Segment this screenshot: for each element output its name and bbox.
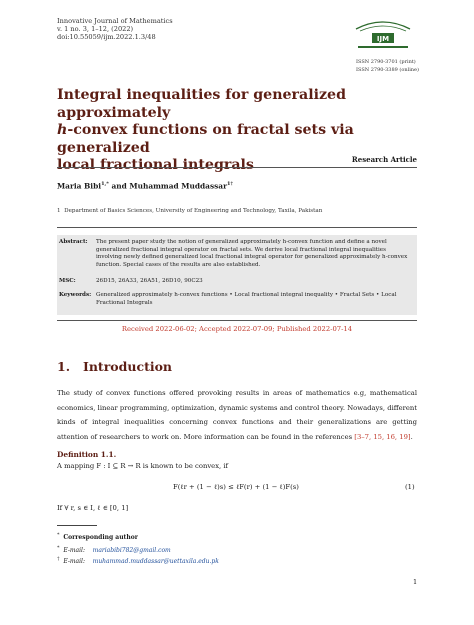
email2-label: E-mail:	[63, 558, 85, 565]
title-line3: local fractional integrals	[57, 157, 254, 173]
article-type: Research Article	[351, 155, 417, 164]
footnote-email-1	[57, 545, 171, 554]
title-line2: -convex functions on fractal sets via generalized	[57, 122, 354, 156]
intro-refs[interactable]: [3–7, 15, 16, 19]	[354, 432, 411, 441]
page-number: 1	[413, 578, 418, 586]
section-title: Introduction	[83, 359, 173, 374]
issn-online: ISSN 2790-3389 (online)	[356, 67, 419, 73]
issn-block	[356, 58, 419, 74]
email2-mark: †	[57, 556, 60, 562]
section-heading	[57, 359, 172, 374]
author-sep: and	[108, 181, 130, 191]
journal-logo	[352, 19, 414, 53]
email2-link[interactable]: muhammad.muddassar@uettaxila.edu.pk	[92, 558, 219, 565]
equation: F(ℓr + (1 − ℓ)s) ≤ ℓF(r) + (1 − ℓ)F(s)	[173, 483, 299, 491]
title-line1: Integral inequalities for generalized approximately	[57, 87, 347, 121]
abstract-label: Abstract:	[59, 239, 88, 245]
author-2-sup: 1†	[226, 181, 234, 187]
affiliation	[57, 208, 322, 214]
title-h-italic: h	[57, 122, 68, 138]
divider-dates	[57, 320, 417, 321]
msc-label: MSC:	[59, 278, 76, 284]
msc-codes: 26D15, 26A33, 26A51, 26D10, 90C23	[96, 278, 203, 284]
divider-top	[57, 167, 417, 168]
affiliation-num: 1	[57, 208, 61, 214]
email1-label: E-mail:	[63, 547, 85, 554]
footnote-email-2	[57, 556, 219, 565]
keywords-label: Keywords:	[59, 292, 92, 298]
author-1: Maria Bibi	[57, 181, 102, 191]
intro-text: The study of convex functions offered provoking results in areas of mathematics e.g, mathematical economics, linear programming, optimization, dynamic systems and control theory. Nowadays, different kinds of integral inequalities concerning convex functions and their generalizations are getting attention of researchers to work on. More information can be found in the references	[57, 389, 417, 441]
journal-name: Innovative Journal of Mathematics	[57, 17, 173, 25]
email1-link[interactable]: mariabibi782@gmail.com	[92, 547, 171, 554]
corr-mark: *	[57, 532, 60, 538]
footnote-corresponding	[57, 532, 138, 541]
authors	[57, 181, 233, 190]
svg-text:IJM: IJM	[376, 35, 390, 43]
dates-text: Received 2022-06-02; Accepted 2022-07-09; Published 2022-07-14	[121, 325, 353, 333]
footnote-rule	[57, 525, 97, 526]
equation-number: (1)	[405, 483, 415, 491]
affiliation-text: Department of Basics Sciences, University of Engineering and Technology, Taxila, Pakistan	[64, 208, 323, 214]
intro-end: .	[410, 432, 413, 441]
email1-mark: *	[57, 545, 60, 551]
dates-line	[0, 325, 474, 333]
author-1-sup: 1,*	[101, 181, 109, 187]
definition-title: Definition 1.1.	[57, 450, 117, 459]
intro-paragraph	[57, 386, 417, 444]
definition-text: A mapping F : I ⊆ R → R is known to be convex, if	[57, 462, 229, 470]
definition-condition: If ∀ r, s ∈ I, ℓ ∈ [0, 1]	[57, 504, 129, 512]
issn-print: ISSN 2790-3701 (print)	[356, 59, 416, 65]
abstract-text: The present paper study the notion of generalized approximately h-convex function and define a novel generalized fractional integral operator on fractal sets. We derive local fractional integral inequalities involving newly defined generalized local fractional integral operator for generalized approximately h-convex function. Special cases of the results are also established.	[96, 239, 408, 268]
author-2: Muhammad Muddassar	[129, 181, 227, 191]
corr-text: Corresponding author	[63, 534, 138, 541]
keywords-text: Generalized approximately h-convex functions • Local fractional integral inequality • Fractal Sets • Local Fractional Integrals	[96, 292, 397, 306]
journal-doi[interactable]: doi:10.55059/ijm.2022.1.3/48	[57, 33, 156, 41]
journal-volume: v. 1 no. 3, 1–12, (2022)	[57, 25, 134, 33]
section-number: 1.	[57, 359, 71, 374]
abstract-box	[57, 235, 417, 315]
divider-affil	[57, 227, 417, 228]
journal-header	[57, 17, 173, 41]
